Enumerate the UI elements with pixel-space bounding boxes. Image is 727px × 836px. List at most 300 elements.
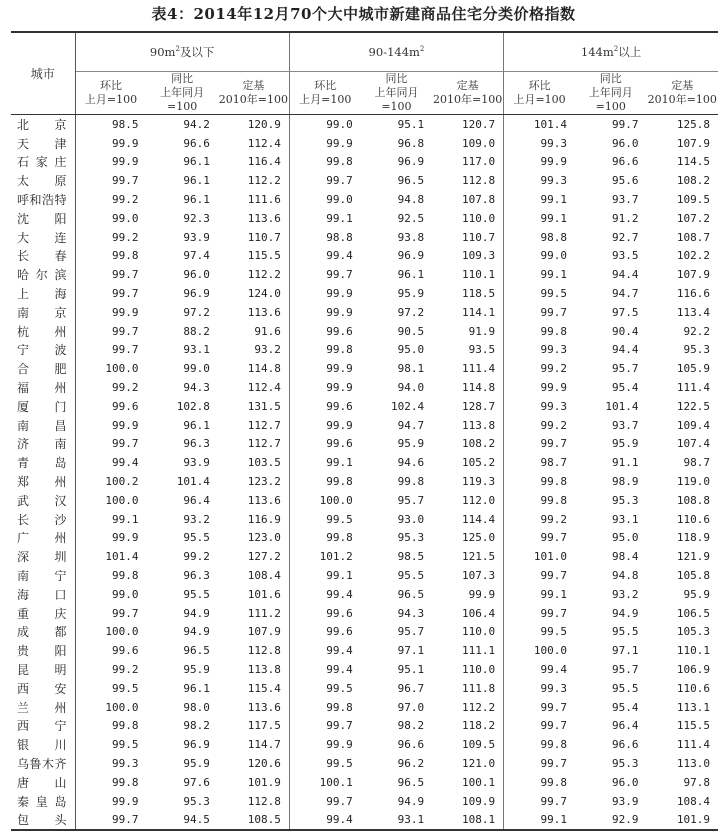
- value-cell: 99.7: [540, 719, 568, 733]
- value-cell: 91.6: [218, 322, 289, 341]
- value-cell: 116.9: [218, 510, 289, 529]
- value-cell: 114.1: [432, 303, 503, 322]
- value-cell: 111.4: [676, 738, 710, 752]
- value-cell: 110.0: [432, 623, 503, 642]
- value-cell: 109.0: [432, 134, 503, 153]
- value-cell: 99.7: [540, 531, 568, 545]
- value-cell: 99.7: [111, 287, 139, 301]
- value-cell: 120.6: [218, 754, 289, 773]
- value-cell: 113.0: [676, 756, 710, 770]
- subheader-mom: 环比 上月=100: [504, 72, 575, 115]
- value-cell: 99.7: [540, 756, 568, 770]
- value-cell: 107.9: [676, 268, 710, 282]
- value-cell: 99.9: [432, 585, 503, 604]
- value-cell: 112.8: [432, 171, 503, 190]
- value-cell: 95.5: [397, 569, 425, 583]
- value-cell: 98.7: [540, 456, 568, 470]
- value-cell: 98.8: [326, 230, 353, 244]
- value-cell: 98.9: [611, 475, 639, 489]
- value-cell: 120.9: [218, 115, 289, 134]
- value-cell: 112.4: [218, 134, 289, 153]
- value-cell: 101.0: [533, 550, 568, 564]
- value-cell: 95.7: [397, 625, 425, 639]
- value-cell: 99.7: [111, 343, 139, 357]
- city-name-cell: 兰州: [11, 698, 75, 717]
- value-cell: 108.5: [218, 810, 289, 830]
- value-cell: 106.9: [676, 663, 710, 676]
- value-cell: 94.9: [611, 606, 639, 620]
- value-cell: 99.9: [326, 381, 353, 395]
- value-cell: 115.5: [676, 719, 710, 733]
- value-cell: 96.1: [183, 155, 210, 169]
- value-cell: 94.0: [397, 381, 425, 395]
- value-cell: 96.5: [183, 644, 210, 658]
- value-cell: 111.1: [432, 641, 503, 660]
- value-cell: 96.5: [397, 775, 425, 789]
- value-cell: 99.8: [111, 249, 139, 263]
- value-cell: 113.6: [218, 491, 289, 510]
- table-row: [11, 153, 718, 172]
- value-cell: 99.9: [111, 794, 139, 808]
- value-cell: 95.7: [397, 493, 425, 507]
- value-cell: 113.6: [218, 303, 289, 322]
- value-cell: 96.9: [397, 249, 425, 263]
- value-cell: 97.2: [397, 305, 425, 319]
- value-cell: 99.2: [111, 230, 139, 244]
- value-cell: 102.2: [676, 249, 710, 263]
- value-cell: 94.5: [146, 810, 217, 830]
- value-cell: 114.7: [218, 735, 289, 754]
- city-name-cell: 贵阳: [11, 641, 75, 660]
- subheader-yoy: 同比 上年同月=100: [575, 72, 646, 115]
- value-cell: 94.2: [183, 117, 210, 131]
- value-cell: 101.9: [218, 773, 289, 792]
- value-cell: 99.9: [326, 136, 353, 150]
- value-cell: 120.7: [432, 115, 503, 134]
- value-cell: 99.3: [540, 681, 568, 695]
- value-cell: 96.0: [611, 775, 639, 789]
- value-cell: 99.1: [540, 211, 568, 225]
- value-cell: 118.2: [432, 717, 503, 736]
- city-name-cell: 西宁: [11, 717, 75, 736]
- value-cell: 99.5: [540, 625, 568, 639]
- city-name-cell: 广州: [11, 529, 75, 548]
- city-name-cell: 济南: [11, 435, 75, 454]
- value-cell: 99.2: [111, 381, 139, 395]
- value-cell: 101.4: [176, 475, 210, 489]
- value-cell: 111.4: [676, 381, 710, 395]
- value-cell: 113.6: [218, 209, 289, 228]
- value-cell: 95.7: [611, 362, 639, 376]
- value-cell: 95.5: [183, 587, 210, 601]
- table-row: [11, 322, 718, 341]
- value-cell: 93.9: [611, 794, 639, 808]
- value-cell: 99.6: [326, 399, 353, 413]
- value-cell: 112.7: [218, 416, 289, 435]
- value-cell: 99.8: [540, 493, 568, 507]
- value-cell: 108.4: [218, 566, 289, 585]
- value-cell: 91.9: [432, 322, 503, 341]
- value-cell: 94.7: [611, 287, 639, 301]
- table-row: [11, 209, 718, 228]
- value-cell: 99.7: [326, 174, 353, 188]
- value-cell: 93.1: [361, 810, 432, 830]
- value-cell: 96.9: [397, 155, 425, 169]
- value-cell: 93.1: [183, 343, 210, 357]
- value-cell: 108.1: [432, 810, 503, 830]
- page-title: 表4：2014年12月70个大中城市新建商品住宅分类价格指数: [151, 5, 576, 23]
- city-name-cell: 北京: [11, 115, 75, 134]
- value-cell: 99.6: [326, 625, 353, 639]
- value-cell: 99.1: [540, 587, 568, 601]
- value-cell: 96.3: [183, 437, 210, 451]
- value-cell: 110.7: [432, 228, 503, 247]
- header-row-subcolumns: [11, 72, 718, 115]
- value-cell: 98.7: [683, 456, 710, 470]
- table-row: [11, 134, 718, 153]
- value-cell: 99.7: [111, 437, 139, 451]
- value-cell: 95.7: [611, 663, 639, 676]
- value-cell: 100.2: [105, 475, 139, 489]
- city-name-cell: 厦门: [11, 397, 75, 416]
- value-cell: 112.4: [218, 378, 289, 397]
- value-cell: 96.1: [183, 681, 210, 695]
- value-cell: 99.6: [326, 437, 353, 451]
- table-row: [11, 510, 718, 529]
- value-cell: 99.8: [326, 155, 353, 169]
- value-cell: 97.8: [683, 775, 710, 789]
- city-name-cell: 深圳: [11, 547, 75, 566]
- value-cell: 96.6: [611, 738, 639, 752]
- value-cell: 95.0: [611, 531, 639, 545]
- value-cell: 93.1: [611, 512, 639, 526]
- value-cell: 99.9: [111, 136, 139, 150]
- value-cell: 96.6: [183, 136, 210, 150]
- value-cell: 99.7: [111, 268, 139, 282]
- city-name-cell: 银川: [11, 735, 75, 754]
- value-cell: 96.7: [397, 681, 425, 695]
- value-cell: 99.7: [540, 569, 568, 583]
- value-cell: 98.8: [540, 230, 568, 244]
- city-column-header: 城市: [11, 32, 75, 115]
- value-cell: 99.4: [111, 456, 139, 470]
- value-cell: 99.5: [111, 738, 139, 752]
- value-cell: 99.8: [111, 569, 139, 583]
- table-row: [11, 566, 718, 585]
- city-name-cell: 包头: [11, 810, 75, 830]
- value-cell: 97.1: [611, 644, 639, 658]
- value-cell: 99.9: [111, 305, 139, 319]
- value-cell: 102.8: [176, 399, 210, 413]
- value-cell: 101.9: [646, 810, 718, 830]
- value-cell: 95.9: [683, 587, 710, 601]
- value-cell: 112.8: [218, 792, 289, 811]
- value-cell: 94.8: [397, 193, 425, 207]
- group-header-large: $144m^2$以上: [504, 32, 718, 72]
- value-cell: 121.9: [676, 550, 710, 564]
- value-cell: 99.4: [326, 249, 353, 263]
- value-cell: 95.9: [397, 437, 425, 451]
- city-name-cell: 太原: [11, 171, 75, 190]
- table-row: [11, 529, 718, 548]
- city-name-cell: 南昌: [11, 416, 75, 435]
- value-cell: 96.0: [611, 136, 639, 150]
- value-cell: 100.0: [105, 625, 139, 639]
- value-cell: 99.4: [289, 810, 360, 830]
- value-cell: 95.9: [183, 663, 210, 676]
- value-cell: 92.3: [183, 211, 210, 225]
- value-cell: 99.3: [540, 136, 568, 150]
- city-name-cell: 郑州: [11, 472, 75, 491]
- value-cell: 110.7: [218, 228, 289, 247]
- value-cell: 96.9: [183, 287, 210, 301]
- value-cell: 99.9: [326, 738, 353, 752]
- value-cell: 109.5: [676, 193, 710, 207]
- value-cell: 99.9: [326, 362, 353, 376]
- table-row: [11, 397, 718, 416]
- value-cell: 99.7: [540, 794, 568, 808]
- table-row: [11, 190, 718, 209]
- table-row: [11, 585, 718, 604]
- value-cell: 94.4: [611, 268, 639, 282]
- value-cell: 93.5: [611, 249, 639, 263]
- value-cell: 99.7: [540, 606, 568, 620]
- value-cell: 113.1: [676, 700, 710, 714]
- value-cell: 112.0: [432, 491, 503, 510]
- value-cell: 101.4: [105, 550, 139, 564]
- value-cell: 95.9: [397, 287, 425, 301]
- value-cell: 113.4: [676, 305, 710, 319]
- value-cell: 99.9: [540, 155, 568, 169]
- value-cell: 97.0: [397, 700, 425, 714]
- value-cell: 93.9: [183, 230, 210, 244]
- table-row: [11, 378, 718, 397]
- subheader-mom: 环比 上月=100: [289, 72, 360, 115]
- table-row: [11, 265, 718, 284]
- value-cell: 92.2: [683, 324, 710, 338]
- value-cell: 112.2: [218, 171, 289, 190]
- value-cell: 93.2: [218, 341, 289, 360]
- value-cell: 97.1: [397, 644, 425, 658]
- value-cell: 99.7: [326, 268, 353, 282]
- table-row: [11, 472, 718, 491]
- table-row: [11, 171, 718, 190]
- price-index-table: [11, 31, 718, 831]
- value-cell: 99.8: [326, 700, 353, 714]
- group-header-small: $90m^2$及以下: [75, 32, 289, 72]
- table-row: [11, 247, 718, 266]
- value-cell: 105.2: [432, 453, 503, 472]
- value-cell: 98.5: [397, 550, 425, 564]
- value-cell: 125.8: [676, 117, 710, 131]
- value-cell: 99.1: [326, 456, 353, 470]
- value-cell: 123.2: [218, 472, 289, 491]
- value-cell: 99.4: [540, 663, 568, 676]
- value-cell: 96.4: [183, 493, 210, 507]
- value-cell: 99.8: [540, 324, 568, 338]
- value-cell: 99.8: [397, 475, 425, 489]
- value-cell: 127.2: [218, 547, 289, 566]
- table-row: [11, 416, 718, 435]
- value-cell: 91.1: [611, 456, 639, 470]
- value-cell: 96.9: [183, 738, 210, 752]
- value-cell: 99.3: [540, 343, 568, 357]
- value-cell: 96.3: [183, 569, 210, 583]
- value-cell: 108.2: [432, 435, 503, 454]
- value-cell: 105.9: [676, 362, 710, 376]
- value-cell: 98.2: [397, 719, 425, 733]
- value-cell: 99.0: [183, 362, 210, 376]
- value-cell: 91.2: [611, 211, 639, 225]
- value-cell: 99.3: [111, 756, 139, 770]
- value-cell: 93.2: [611, 587, 639, 601]
- table-row: [11, 435, 718, 454]
- value-cell: 99.5: [326, 512, 353, 526]
- value-cell: 108.7: [676, 230, 710, 244]
- table-row: [11, 641, 718, 660]
- value-cell: 93.8: [397, 230, 425, 244]
- subheader-base: 定基 2010年=100: [218, 72, 289, 115]
- value-cell: 101.4: [605, 399, 639, 413]
- value-cell: 99.1: [326, 569, 353, 583]
- value-cell: 95.4: [611, 700, 639, 714]
- value-cell: 88.2: [183, 324, 210, 338]
- value-cell: 94.4: [611, 343, 639, 357]
- value-cell: 97.5: [611, 305, 639, 319]
- value-cell: 99.8: [111, 719, 139, 733]
- value-cell: 116.6: [676, 287, 710, 301]
- value-cell: 100.1: [432, 773, 503, 792]
- city-name-cell: 武汉: [11, 491, 75, 510]
- value-cell: 99.1: [326, 211, 353, 225]
- value-cell: 106.4: [432, 604, 503, 623]
- value-cell: 111.4: [432, 359, 503, 378]
- table-row: [11, 698, 718, 717]
- table-row: [11, 810, 718, 830]
- city-name-cell: 福州: [11, 378, 75, 397]
- table-body: [11, 115, 718, 831]
- value-cell: 112.2: [218, 265, 289, 284]
- value-cell: 93.2: [183, 512, 210, 526]
- group-header-medium: $90-144m^2$: [289, 32, 503, 72]
- value-cell: 92.7: [611, 230, 639, 244]
- city-name-cell: 唐山: [11, 773, 75, 792]
- value-cell: 99.7: [540, 437, 568, 451]
- table-row: [11, 604, 718, 623]
- value-cell: 99.8: [326, 531, 353, 545]
- value-cell: 99.7: [111, 324, 139, 338]
- city-name-cell: 昆明: [11, 660, 75, 679]
- value-cell: 95.3: [683, 343, 710, 357]
- value-cell: 99.6: [326, 606, 353, 620]
- value-cell: 112.8: [218, 641, 289, 660]
- value-cell: 100.1: [319, 775, 353, 789]
- value-cell: 99.5: [326, 681, 353, 695]
- value-cell: 99.5: [326, 756, 353, 770]
- city-name-cell: 呼和浩特: [11, 190, 75, 209]
- value-cell: 113.8: [432, 416, 503, 435]
- value-cell: 95.0: [397, 343, 425, 357]
- value-cell: 109.9: [432, 792, 503, 811]
- city-name-cell: 西安: [11, 679, 75, 698]
- value-cell: 107.4: [676, 437, 710, 451]
- value-cell: 112.2: [432, 698, 503, 717]
- value-cell: 109.4: [676, 418, 710, 432]
- city-name-cell: 石家庄: [11, 153, 75, 172]
- value-cell: 99.7: [75, 810, 146, 830]
- value-cell: 99.7: [540, 700, 568, 714]
- value-cell: 116.4: [218, 153, 289, 172]
- value-cell: 95.1: [397, 663, 425, 676]
- city-name-cell: 沈阳: [11, 209, 75, 228]
- value-cell: 94.3: [183, 381, 210, 395]
- value-cell: 95.1: [397, 117, 425, 131]
- value-cell: 96.1: [183, 418, 210, 432]
- value-cell: 95.6: [611, 174, 639, 188]
- value-cell: 99.8: [540, 738, 568, 752]
- value-cell: 113.6: [218, 698, 289, 717]
- city-name-cell: 哈尔滨: [11, 265, 75, 284]
- value-cell: 114.5: [676, 155, 710, 169]
- table-row: [11, 115, 718, 134]
- table-row: [11, 341, 718, 360]
- value-cell: 98.2: [183, 719, 210, 733]
- value-cell: 112.7: [218, 435, 289, 454]
- value-cell: 101.4: [533, 117, 568, 131]
- city-name-cell: 上海: [11, 284, 75, 303]
- value-cell: 99.9: [111, 155, 139, 169]
- value-cell: 125.0: [432, 529, 503, 548]
- value-cell: 96.1: [183, 193, 210, 207]
- value-cell: 100.0: [105, 362, 139, 376]
- value-cell: 99.7: [326, 719, 353, 733]
- value-cell: 101.6: [218, 585, 289, 604]
- value-cell: 99.1: [111, 512, 139, 526]
- city-name-cell: 天津: [11, 134, 75, 153]
- value-cell: 90.5: [397, 324, 425, 338]
- value-cell: 105.8: [676, 569, 710, 583]
- value-cell: 99.5: [111, 681, 139, 695]
- value-cell: 95.5: [611, 681, 639, 695]
- value-cell: 108.8: [676, 493, 710, 507]
- value-cell: 96.1: [183, 174, 210, 188]
- value-cell: 114.4: [432, 510, 503, 529]
- value-cell: 119.3: [432, 472, 503, 491]
- value-cell: 96.5: [397, 587, 425, 601]
- value-cell: 97.6: [183, 775, 210, 789]
- value-cell: 99.0: [540, 249, 568, 263]
- value-cell: 99.4: [326, 644, 353, 658]
- subheader-yoy: 同比 上年同月=100: [361, 72, 432, 115]
- value-cell: 99.7: [326, 794, 353, 808]
- value-cell: 99.2: [540, 362, 568, 376]
- table-row: [11, 547, 718, 566]
- city-name-cell: 重庆: [11, 604, 75, 623]
- value-cell: 94.6: [397, 456, 425, 470]
- value-cell: 99.9: [540, 381, 568, 395]
- value-cell: 100.0: [319, 493, 353, 507]
- table-row: [11, 491, 718, 510]
- value-cell: 96.6: [611, 155, 639, 169]
- table-row: [11, 228, 718, 247]
- value-cell: 99.2: [111, 193, 139, 207]
- value-cell: 99.6: [111, 399, 139, 413]
- value-cell: 99.8: [111, 775, 139, 789]
- value-cell: 95.3: [397, 531, 425, 545]
- value-cell: 99.1: [540, 268, 568, 282]
- value-cell: 118.5: [432, 284, 503, 303]
- value-cell: 123.0: [218, 529, 289, 548]
